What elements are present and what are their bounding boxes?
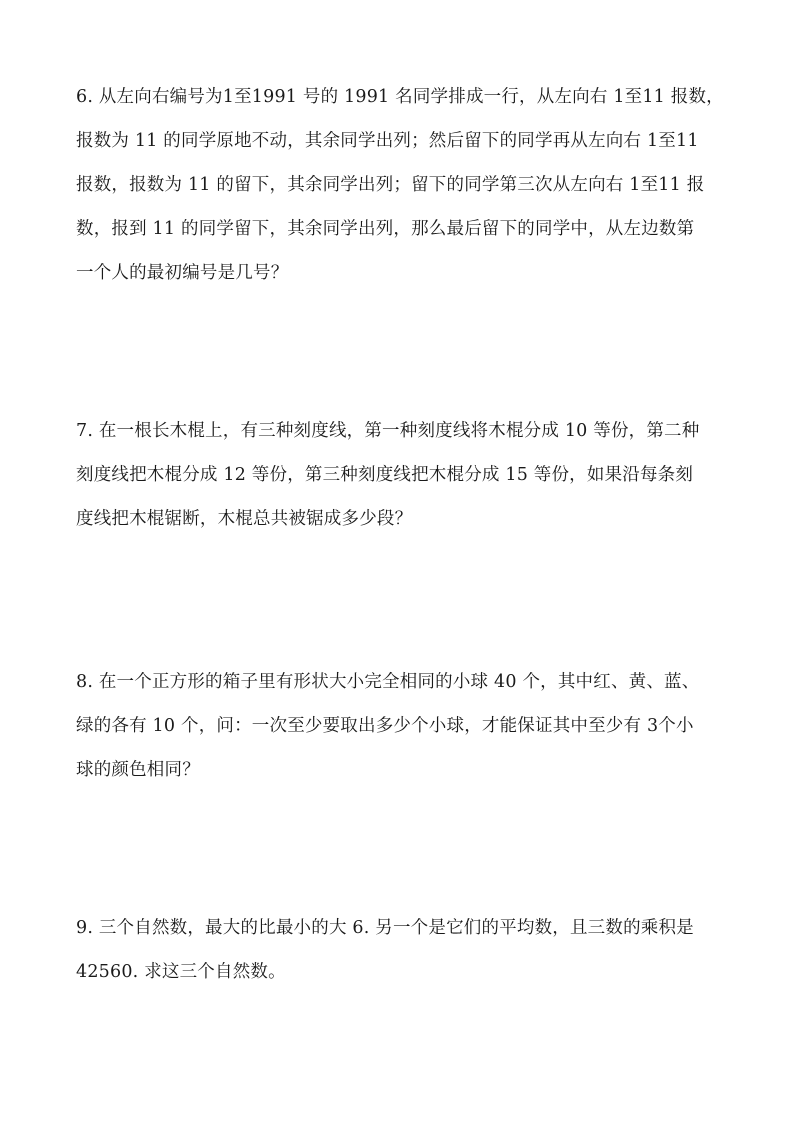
- problem-6-line-2: 报数为 11 的同学原地不动，其余同学出列；然后留下的同学再从左向右 1至11: [76, 131, 699, 151]
- problem-7: [76, 409, 736, 541]
- problem-6-line-4: 数，报到 11 的同学留下，其余同学出列，那么最后留下的同学中，从左边数第: [76, 219, 695, 239]
- problem-9-line-2: 42560. 求这三个自然数。: [76, 962, 286, 982]
- problem-6-line-3: 报数，报数为 11 的留下，其余同学出列；留下的同学第三次从左向右 1至11 报: [76, 175, 705, 195]
- problem-7-line-3: 度线把木棍锯断，木棍总共被锯成多少段？: [76, 509, 413, 529]
- problem-7-line-1: 7. 在一根长木棍上，有三种刻度线，第一种刻度线将木棍分成 10 等份，第二种: [76, 421, 700, 441]
- problem-6: [76, 75, 736, 295]
- problem-6-line-5: 一个人的最初编号是几号？: [76, 263, 289, 283]
- problem-8-line-2: 绿的各有 10 个，问：一次至少要取出多少个小球，才能保证其中至少有 3个小: [76, 716, 694, 736]
- problem-7-line-2: 刻度线把木棍分成 12 等份，第三种刻度线把木棍分成 15 等份，如果沿每条刻: [76, 465, 694, 485]
- problem-6-line-1: 6. 从左向右编号为1至1991 号的 1991 名同学排成一行，从左向右 1至11 报数，: [76, 87, 724, 107]
- problem-9: [76, 906, 736, 994]
- problem-8-line-3: 球的颜色相同？: [76, 760, 200, 780]
- problem-8: [76, 660, 736, 792]
- problem-8-line-1: 8. 在一个正方形的箱子里有形状大小完全相同的小球 40 个，其中红、黄、蓝、: [76, 672, 700, 692]
- problem-9-line-1: 9. 三个自然数，最大的比最小的大 6. 另一个是它们的平均数，且三数的乘积是: [76, 918, 694, 938]
